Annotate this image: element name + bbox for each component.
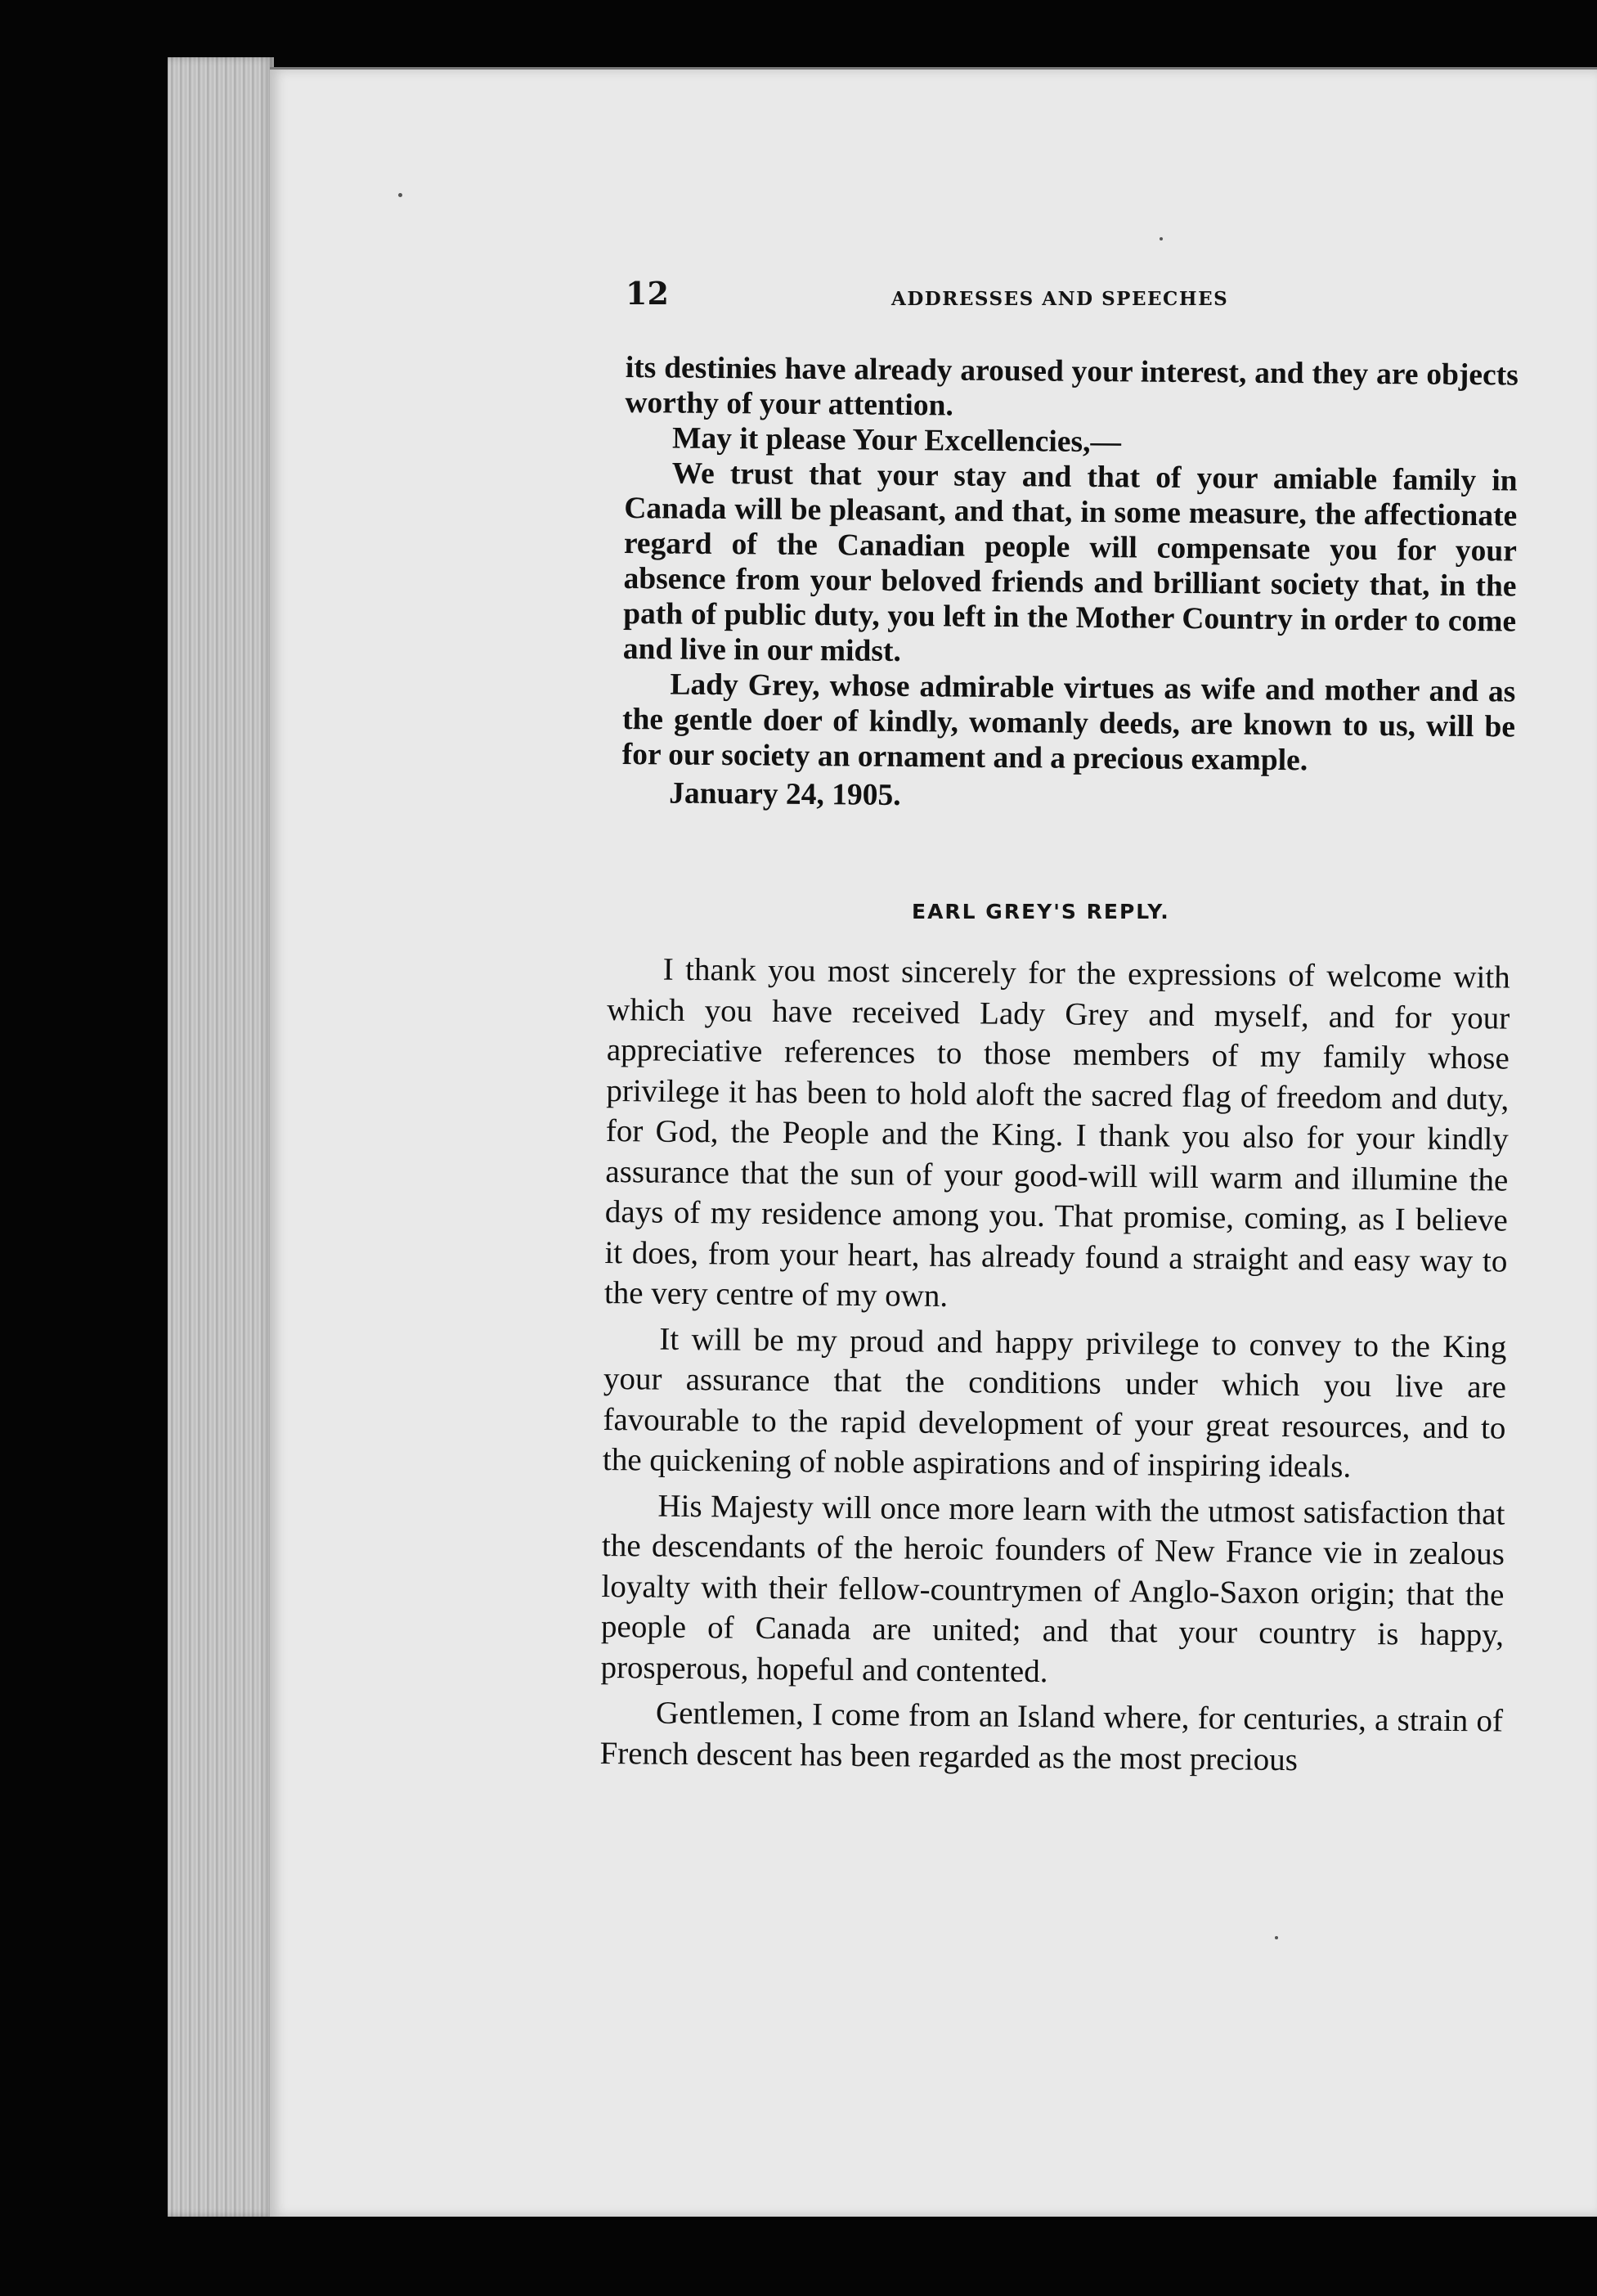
- address-salutation: May it please Your Excellencies,—: [671, 421, 1122, 460]
- page-header: [626, 275, 1525, 324]
- running-head: ADDRESSES AND SPEECHES: [891, 288, 1229, 310]
- reply-text-block: [599, 949, 1510, 1787]
- reply-paragraph: His Majesty will once more learn with the utmost satisfaction that the descendants of the heroic founders of New France vie in zealous loyalty with their fellow-countrymen of Anglo-Saxon origin; that the people of Canada are united; and that your country is happy, prosperous, hopeful and contented.: [600, 1488, 1505, 1689]
- address-paragraph: Lady Grey, whose admirable virtues as wife and mother and as the gentle doer of kindly, womanly deeds, are known to us, will be for our society an ornament and a precious example.: [621, 667, 1516, 778]
- book-page-edges: [168, 57, 274, 2217]
- paper-speck: [1275, 1936, 1278, 1939]
- page-number: 12: [626, 275, 669, 312]
- paper-speck: [1160, 237, 1163, 240]
- reply-paragraph: Gentlemen, I come from an Island where, for centuries, a strain of French descent has been regarded as the most precious: [599, 1695, 1504, 1777]
- section-heading: EARL GREY'S REPLY.: [912, 900, 1170, 923]
- address-text-block: [621, 350, 1518, 819]
- reply-paragraph: I thank you most sincerely for the expressions of welcome with which you have received Lady Grey and myself, and for your appreciative references to those members of my family whose privilege it has been to hold aloft the sacred flag of freedom and duty, for God, the People and the King. I thank you also for your kindly assurance that the sun of your good-will will warm and illumine the days of my residence among you. That promise, coming, as I believe it does, from your heart, has already found a straight and easy way to the very centre of my own.: [603, 951, 1510, 1314]
- address-date: January 24, 1905.: [669, 776, 901, 812]
- address-paragraph: its destinies have already aroused your interest, and they are objects worthy of your attention.: [625, 350, 1518, 423]
- paper-speck: [398, 193, 402, 197]
- reply-paragraph: It will be my proud and happy privilege to convey to the King your assurance that the conditions under which you live are favourable to the rapid development of your great resources, and to the quickening of noble aspirations and of inspiring ideals.: [602, 1321, 1507, 1485]
- address-paragraph: We trust that your stay and that of your amiable family in Canada will be pleasant, and that, in some measure, the affectionate regard of the Canadian people will compensate you for your absence from your beloved friends and brilliant society that, in the path of public duty, you left in the Mother Country in order to come and live in our midst.: [622, 456, 1518, 668]
